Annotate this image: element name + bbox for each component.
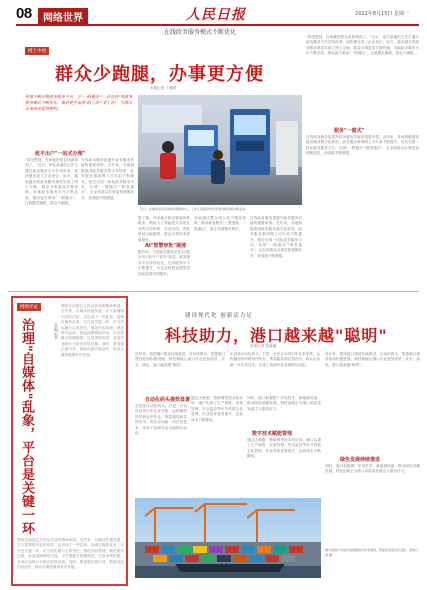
article1-paragraph-6: 在线政务服务是提升政务服务效能的重要举措。近年来，各地积极推进政务服务数字化转型，政务服务事项网上可办率不断提升。依托全国一体化政务服务平台，实现"一网通办""跨省通办"，企业和群众办事更加便捷高效，获得感不断增强。 <box>250 216 302 258</box>
article2-port-photo[interactable] <box>135 498 321 578</box>
article1-photo-caption: 近日，在湖北省宜昌市政务服务中心，工作人员指导市民使用自助终端办理业务。 <box>140 207 249 211</box>
article1-paragraph-2: 在线政务服务是提升政务服务效能的重要举措。近年来，各地积极推进政务服务数字化转型，政务服务事项网上可办率不断提升。依托全国一体化政务服务平台，实现"一网通办""跨省通办"，企业和群众办事更加便捷高效，获得感不断增强。 <box>81 158 134 200</box>
article2-paragraph-6: 近年来，我国港口建设持续推进，自动化码头、智慧港口建设取得积极进展。科技赋能让港口作业更加高效、安全、绿色，港口越来越"聪明"。 <box>325 352 420 367</box>
article1-lead: 各地不断升级政务服务平台，让"一网通办""一次办好"的政务服务模式不断优化，推动更多事项"网上办""掌上办"，为群众办事创业提供便利。 <box>25 94 133 111</box>
article1-paragraph-4: 据介绍，当前政务服务正在由"能办"向"好办""易办"转变。政务服务平台持续优化，在线服务水平不断提升，为企业和群众提供更加优质高效的服务。 <box>138 250 190 276</box>
page-header <box>8 4 419 26</box>
sidebar-title[interactable]: 治理"自媒体"乱象，平台是关键一环 <box>19 318 34 536</box>
article1-paragraph-5: 各地通过整合线上线下服务资源，推动政务服务"一窗受理、一网通办"，真正实现便民利企。 <box>194 216 246 231</box>
article1-byline: 本报记者 丁雅婷 <box>150 86 177 90</box>
article1-subhead-3: 服务"一窗式" <box>334 128 365 134</box>
article2-paragraph-2: 通过大数据、物联网等技术的应用，港口实现了生产调度、设备管理、安全监控等环节的数字化管理，作业效率显著提升，运营成本不断降低。 <box>191 396 243 422</box>
article1-title[interactable]: 群众少跑腿，办事更方便 <box>55 64 264 85</box>
header-rule <box>16 24 419 26</box>
page-number: 08 <box>16 5 32 22</box>
article2-photo-caption: 图为某港口自动化集装箱码头作业现场，智能化设备有序运转。本报记者 摄 <box>325 548 419 557</box>
article2-paragraph-3: 走进某自动化码头，只见一台台自动导引车往来穿梭，远程操控的岸桥有序作业，集装箱装卸井然有序。码头应用新一代信息技术，实现了装卸作业全流程自动化。 <box>230 352 320 367</box>
article2-subhead-1: 自动化码头提效显著 <box>145 397 191 403</box>
article2-title[interactable]: 科技助力，港口越来越"聪明" <box>165 326 388 345</box>
article2-paragraph-4: 同时，港口积极推广岸电技术、新能源设备，推动绿色低碳发展。科技创新正为港口高质量发展注入强劲动力。 <box>247 396 321 411</box>
article1-right-text-1: "真没想到，在家就把营业执照领到了。"近日，家住某地的王先生通过政务服务平台在线申请，很快便完成了企业登记。如今，越来越多的政务服务事项实现了网上办理，群众办事更加方便快捷。各地政务服务平台不断完善，推动更多事项"一网通办"，让数据多跑路、群众少跑腿。 <box>306 35 419 56</box>
article1-label: 网上中国 <box>25 47 49 55</box>
article2-byline: 本报记者 葛嘉翼 <box>250 344 277 348</box>
article1-kicker: 在线政务服务模式不断优化 <box>163 29 236 36</box>
article1-subhead-1: 政不出户"一站式办理" <box>35 151 86 157</box>
article2-intro: 近年来，我国港口建设持续推进，自动化码头、智慧港口建设取得积极进展。科技赋能让港口作业更加高效、安全、绿色，港口越来越"聪明"。 <box>135 352 225 367</box>
article1-photo[interactable] <box>138 95 302 205</box>
article1-paragraph-1: "真没想到，在家就把营业执照领到了。"近日，家住某地的王先生通过政务服务平台在线申请，很快便完成了企业登记。如今，越来越多的政务服务事项实现了网上办理，群众办事更加方便快捷。各地政务服务平台不断完善，推动更多事项"一网通办"，让数据多跑路、群众少跑腿。 <box>25 158 78 206</box>
article2-paragraph-5: 通过大数据、物联网等技术的应用，港口实现了生产调度、设备管理、安全监控等环节的数字化管理，作业效率显著提升，运营成本不断降低。 <box>247 438 321 459</box>
article2-paragraph-1: 走进某自动化码头，只见一台台自动导引车往来穿梭，远程操控的岸桥有序作业，集装箱装卸井然有序。码头应用新一代信息技术，实现了装卸作业全流程自动化。 <box>135 404 187 436</box>
article2-paragraph-7: 同时，港口积极推广岸电技术、新能源设备，推动绿色低碳发展。科技创新正为港口高质量发展注入强劲动力。 <box>325 464 420 474</box>
article1-paragraph-3: 据了解，许多地方推出智能审批服务，利用人工智能技术实现业务的自动审核、自动办结，审批时间大幅缩短，群众办事效率显著提升。 <box>138 216 190 242</box>
article1-right-text-2: 在线政务服务是提升政务服务效能的重要举措。近年来，各地积极推进政务服务数字化转型，政务服务事项网上可办率不断提升。依托全国一体化政务服务平台，实现"一网通办""跨省通办"，企业和群众办事更加便捷高效，获得感不断增强。 <box>306 135 419 156</box>
section-divider <box>8 291 419 292</box>
article2-subhead-2: 数字技术赋能管理 <box>252 431 293 437</box>
sidebar-body-2: 网络空间是亿万民众共同的精神家园。近年来，自媒体快速发展，在丰富网络内容的同时，也出现了一些乱象。治理自媒体乱象，平台是关键一环，应当切实履行主体责任，强化内容管理，规范账号运营，营造清朗网络空间。平台要健全管理制度，完善审核机制，对违法违规行为依法依规处置。同时，要加强正面引导，鼓励优质内容创作，推动自媒体健康有序发展。 <box>17 538 124 570</box>
sidebar-body-1: 网络空间是亿万民众共同的精神家园。近年来，自媒体快速发展，在丰富网络内容的同时，也出现了一些乱象。治理自媒体乱象，平台是关键一环，应当切实履行主体责任，强化内容管理，规范账号运营，营造清朗网络空间。平台要健全管理制度，完善审核机制，对违法违规行为依法依规处置。同时，要加强正面引导，鼓励优质内容创作，推动自媒体健康有序发展。 <box>61 304 124 357</box>
sidebar-tag: 网络评论 <box>17 303 41 311</box>
article2-subhead-3: 绿色发展持续推进 <box>340 457 381 463</box>
commentary-sidebar <box>11 296 128 586</box>
sidebar-author: 本报记者 <box>54 323 59 339</box>
date-line: 2022年8月15日 星期一 <box>355 11 409 17</box>
masthead-logo: 人民日报 <box>186 7 246 23</box>
article1-subhead-2: AI"智慧审批"提速 <box>145 243 186 249</box>
article2-kicker: 建设现代化 创新活力足 <box>185 313 253 319</box>
section-label: 网络世界 <box>38 8 88 25</box>
article1-right-column <box>306 27 419 282</box>
